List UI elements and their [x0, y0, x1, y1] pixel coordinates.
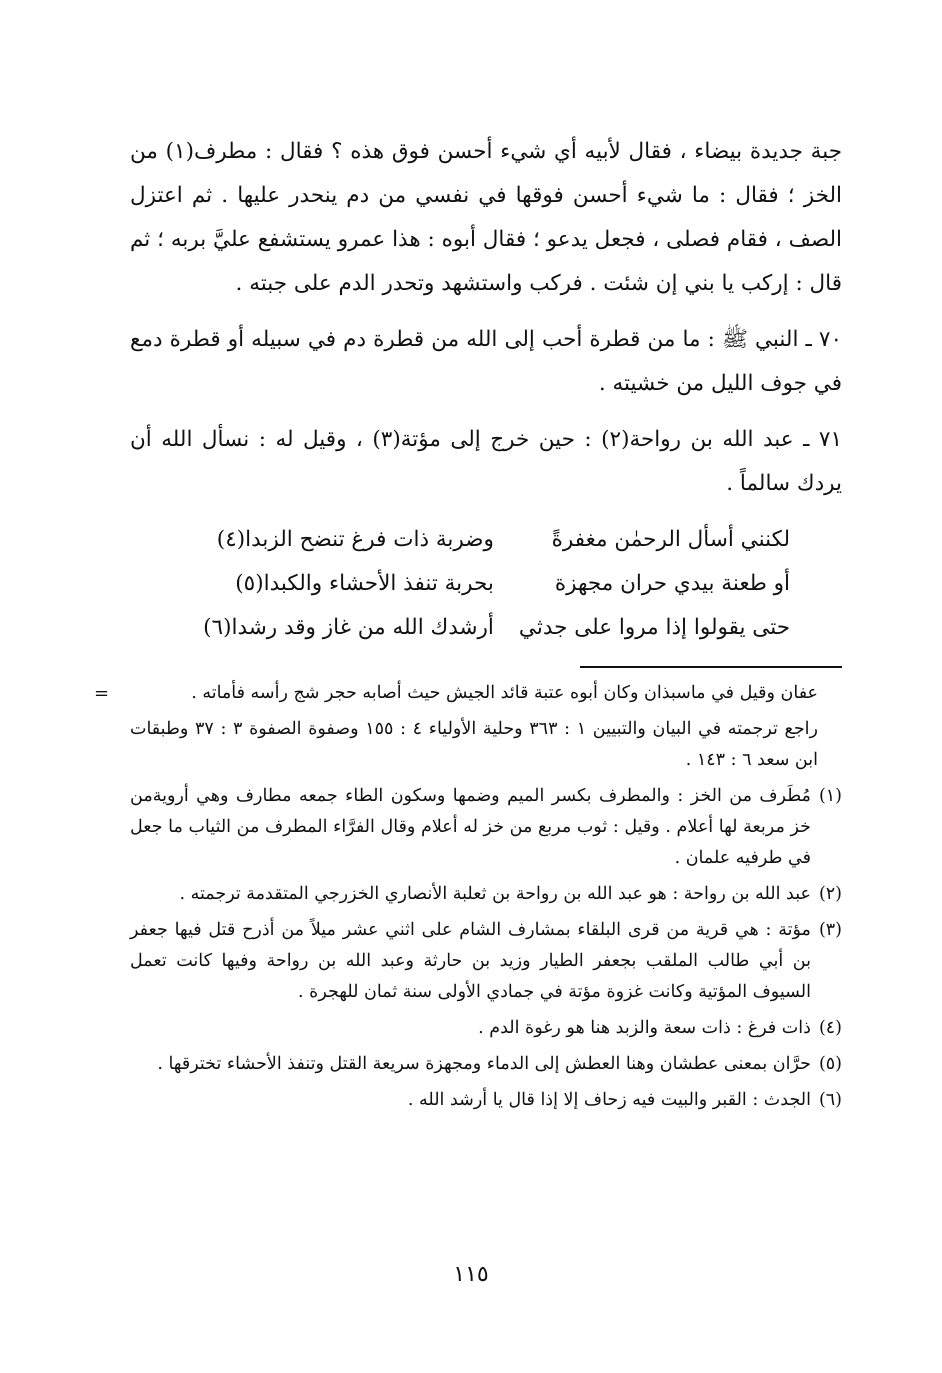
footnote-continuation-text: عفان وقيل في ماسبذان وكان أبوه عتبة قائد الجيش حيث أصابه حجر شج رأسه فأماته .: [191, 683, 818, 703]
footnote-number: (٣): [818, 920, 842, 940]
footnote-divider: [580, 666, 842, 668]
footnote-2: [130, 879, 842, 910]
footnote-3: [130, 915, 842, 1008]
poem-verse: [130, 606, 842, 650]
poem-hemistich-second: بحربة تنفذ الأحشاء والكبدا(٥): [235, 571, 494, 596]
footnote-1: [130, 781, 842, 874]
poem-hemistich-first: حتى يقولوا إذا مروا على جدثي: [518, 615, 790, 640]
footnote-4: [130, 1013, 842, 1044]
footnote-continuation: [94, 678, 842, 709]
poem-hemistich-first: أو طعنة بيدي حران مجهزة: [554, 571, 790, 596]
footnote-text: مؤتة : هي قرية من قرى البلقاء بمشارف الشام على اثني عشر ميلاً من أذرح قتل فيها جعفر بن أبي طالب الملقب بجعفر الطيار وزيد بن حارثة وعبد الله بن رواحة وفيها كانت تعمل السيوف المؤتية وكانت غزوة مؤتة في جمادي الأولى سنة ثمان للهجرة .: [130, 920, 811, 1002]
footnote-number: (١): [818, 786, 842, 806]
footnote-text: حرَّان بمعنى عطشان وهنا العطش إلى الدماء ومجهزة سريعة القتل وتنفذ الأحشاء تخترقها .: [157, 1054, 811, 1074]
poem-verse: [130, 562, 842, 606]
hadith-70: ٧٠ ـ النبي ﷺ : ما من قطرة أحب إلى الله من قطرة دم في سبيله أو قطرة دمع في جوف الليل من خشيته .: [130, 327, 842, 396]
paragraph-continuation: جبة جديدة بيضاء ، فقال لأبيه أي شيء أحسن فوق هذه ؟ فقال : مطرف(١) من الخز ؛ فقال : ما شيء أحسن فوقها في نفسي من دم ينحدر عليها . ثم اعتزل الصف ، فقام فصلى ، فجعل يدعو ؛ فقال أبوه : هذا عمرو يستشفع عليَّ بربه ؛ ثم قال : إركب يا بني إن شئت . فركب واستشهد وتحدر الدم على جبته .: [130, 139, 842, 296]
poem-hemistich-second: وضربة ذات فرغ تنضح الزبدا(٤): [216, 527, 494, 552]
footnote-text: عبد الله بن رواحة : هو عبد الله بن رواحة بن ثعلبة الأنصاري الخزرجي المتقدمة ترجمته .: [179, 884, 811, 904]
footnote-text: مُطَرف من الخز : والمطرف بكسر الميم وضمها وسكون الطاء جمعه مطارف وهي أرويةمن خز مربعة لها أعلام . وقيل : ثوب مربع من خز له أعلام وقال الفرَّاء المطرف من الثياب ما جعل في طرفيه علمان .: [130, 786, 811, 868]
footnote-continuation: [130, 714, 842, 776]
continuation-mark: =: [94, 683, 110, 704]
footnote-5: [130, 1049, 842, 1080]
poem-hemistich-first: لكنني أسأل الرحمٰن مغفرةً: [551, 527, 790, 552]
poem-verse: [130, 518, 842, 562]
footnote-text: ذات فرغ : ذات سعة والزبد هنا هو رغوة الدم .: [478, 1018, 811, 1038]
footnote-text: الجدث : القبر والبيت فيه زحاف إلا إذا قال يا أرشد الله .: [407, 1090, 811, 1110]
footnote-number: (٢): [818, 884, 842, 904]
footnote-6: [130, 1085, 842, 1116]
footnote-references: راجع ترجمته في البيان والتبيين ١ : ٣٦٣ وحلية الأولياء ٤ : ١٥٥ وصفوة الصفوة ٣ : ٣٧ وطبقات ابن سعد ٦ : ١٤٣ .: [130, 719, 818, 770]
footnote-number: (٤): [818, 1018, 842, 1038]
page-number: ١١٥: [453, 1262, 489, 1287]
poem: [130, 518, 842, 650]
poem-hemistich-second: أرشدك الله من غاز وقد رشدا(٦): [203, 615, 494, 640]
footnote-number: (٦): [818, 1090, 842, 1110]
page-body: [94, 130, 842, 1121]
footnotes: [94, 678, 842, 1116]
entry-71: ٧١ ـ عبد الله بن رواحة(٢) : حين خرج إلى مؤتة(٣) ، وقيل له : نسأل الله أن يردك سالماً .: [130, 427, 842, 496]
footnote-number: (٥): [818, 1054, 842, 1074]
